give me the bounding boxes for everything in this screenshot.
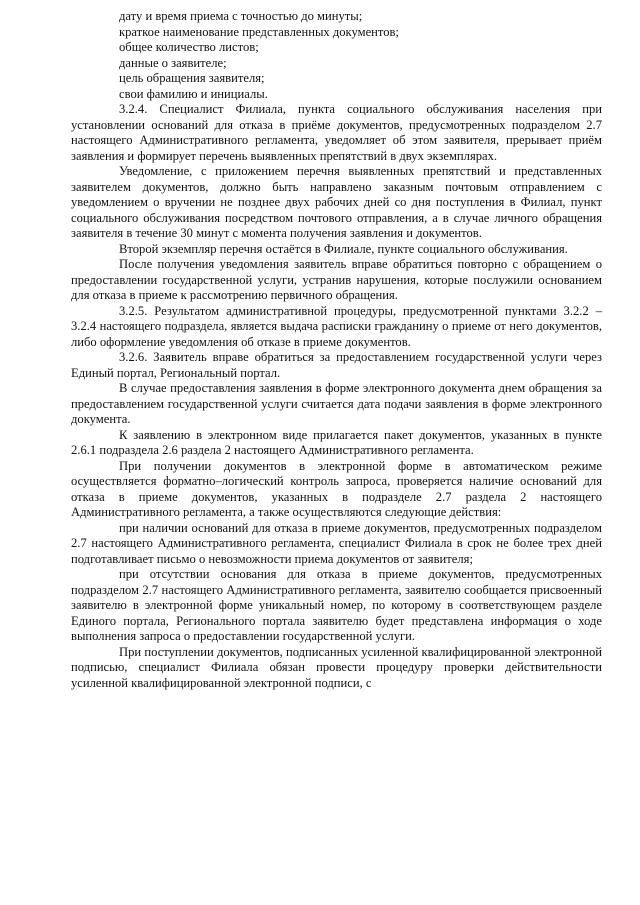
paragraph: При получении документов в электронной форме в автоматическом режиме осуществляется форматно–логический контроль запроса, проверяется наличие оснований для отказа в приеме документов, указанных в подразделе 2.7 раздела 2 настоящего Административного регламента, а также осуществляются следующие действия: <box>71 458 602 519</box>
list-item: данные о заявителе; <box>119 55 227 70</box>
paragraph: при наличии оснований для отказа в приеме документов, предусмотренных подразделом 2.7 настоящего Административного регламента, специалист Филиала в срок не более трех дней подготавливает письмо о невозможности приема документов от заявителя; <box>71 520 602 566</box>
list-item: свои фамилию и инициалы. <box>119 86 268 101</box>
paragraph: В случае предоставления заявления в форме электронного документа днем обращения за предоставлением государственной услуги считается дата подачи заявления в форме электронного документа. <box>71 381 602 426</box>
paragraph: 3.2.4. Специалист Филиала, пункта социального обслуживания населения при установлении оснований для отказа в приёме документов, предусмотренных подразделом 2.7 настоящего Административного регламента, уведомляет об этом заявителя, прерывает приём заявления и формирует перечень выявленных препятствий в двух экземплярах. <box>71 102 602 163</box>
paragraph: 3.2.6. Заявитель вправе обратиться за предоставлением государственной услуги через Единый портал, Региональный портал. <box>71 350 602 380</box>
list-item: краткое наименование представленных документов; <box>119 24 400 39</box>
paragraph: При поступлении документов, подписанных усиленной квалифицированной электронной подписью, специалист Филиала обязан провести процедуру проверки действительности усиленной квалифицированной электронной подписи, с <box>71 644 602 690</box>
receipt-contents-list <box>71 9 602 102</box>
paragraph: К заявлению в электронном виде прилагается пакет документов, указанных в пункте 2.6.1 подраздела 2.6 раздела 2 настоящего Административного регламента. <box>71 427 602 457</box>
list-item: цель обращения заявителя; <box>119 71 265 85</box>
paragraph: Уведомление, с приложением перечня выявленных препятствий и представленных заявителем документов, должно быть направлено заказным почтовым отправлением с уведомлением о вручении не позднее двух рабочих дней со дня поступления в Филиал, пункт социального обслуживания посредством почтового отправления, а в случае личного обращения заявителя в течение 30 минут с момента получения заявления и документов. <box>71 164 602 240</box>
list-item: дату и время приема с точностью до минуты; <box>119 9 363 23</box>
list-item: общее количество листов; <box>119 40 259 54</box>
paragraph: Второй экземпляр перечня остаётся в Филиале, пункте социального обслуживания. <box>119 241 568 256</box>
paragraph: После получения уведомления заявитель вправе обратиться повторно с обращением о предоставлении государственной услуги, устранив нарушения, которые послужили основанием для отказа в приеме к рассмотрению первичного обращения. <box>71 257 602 302</box>
paragraph: при отсутствии основания для отказа в приеме документов, предусмотренных подразделом 2.7 настоящего Административного регламента, заявителю сообщается присвоенный заявителю в электронной форме уникальный номер, по которому в соответствующем разделе Единого портала, Регионального портала заявителю будет представлена информация о ходе выполнения запроса о предоставлении государственной услуги. <box>71 567 602 643</box>
paragraph: 3.2.5. Результатом административной процедуры, предусмотренной пунктами 3.2.2 – 3.2.4 настоящего подраздела, является выдача расписки гражданину о приеме от него документов, либо оформление уведомления об отказе в приеме документов. <box>71 303 602 349</box>
